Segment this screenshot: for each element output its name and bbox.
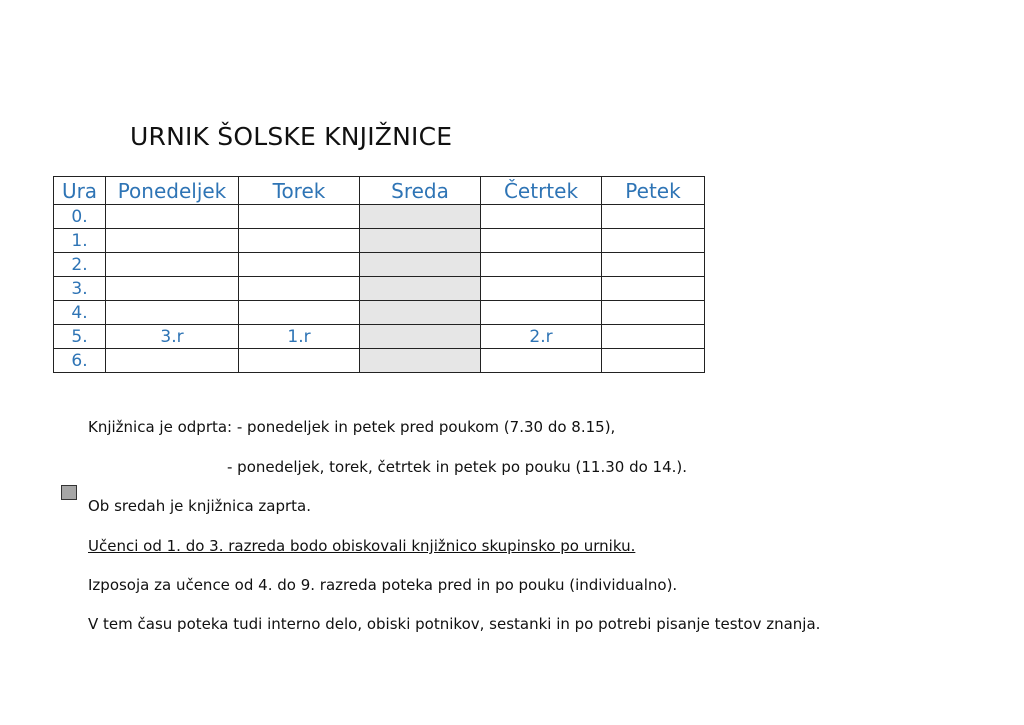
wednesday-cell	[360, 253, 481, 277]
friday-cell	[602, 205, 705, 229]
monday-cell	[106, 253, 239, 277]
tuesday-cell	[239, 253, 360, 277]
closed-legend-swatch	[61, 485, 77, 500]
wednesday-cell	[360, 229, 481, 253]
hour-cell: 1.	[54, 229, 106, 253]
schedule-table	[53, 176, 705, 373]
wednesday-cell	[360, 325, 481, 349]
tuesday-cell	[239, 349, 360, 373]
wednesday-cell	[360, 277, 481, 301]
internal-work-note: V tem času poteka tudi interno delo, obiski potnikov, sestanki in po potrebi pisanje testov znanja.	[88, 615, 821, 633]
friday-cell	[602, 325, 705, 349]
closed-day-note: Ob sredah je knjižnica zaprta.	[88, 497, 312, 515]
header-monday: Ponedeljek	[106, 177, 239, 205]
thursday-cell: 2.r	[481, 325, 602, 349]
header-hour: Ura	[54, 177, 106, 205]
table-header-row	[54, 177, 705, 205]
opening-hours-afternoon: - ponedeljek, torek, četrtek in petek po pouku (11.30 do 14.).	[227, 458, 688, 476]
friday-cell	[602, 253, 705, 277]
hour-cell: 6.	[54, 349, 106, 373]
header-wednesday: Sreda	[360, 177, 481, 205]
tuesday-cell	[239, 205, 360, 229]
table-row	[54, 301, 705, 325]
friday-cell	[602, 229, 705, 253]
friday-cell	[602, 277, 705, 301]
wednesday-cell	[360, 301, 481, 325]
thursday-cell	[481, 229, 602, 253]
table-row	[54, 349, 705, 373]
wednesday-cell	[360, 205, 481, 229]
opening-hours-morning: Knjižnica je odprta: - ponedeljek in petek pred poukom (7.30 do 8.15),	[88, 418, 616, 436]
friday-cell	[602, 301, 705, 325]
hour-cell: 2.	[54, 253, 106, 277]
hour-cell: 4.	[54, 301, 106, 325]
page-title: URNIK ŠOLSKE KNJIŽNICE	[130, 122, 453, 151]
hour-cell: 0.	[54, 205, 106, 229]
monday-cell	[106, 349, 239, 373]
tuesday-cell: 1.r	[239, 325, 360, 349]
tuesday-cell	[239, 301, 360, 325]
thursday-cell	[481, 205, 602, 229]
lending-note: Izposoja za učence od 4. do 9. razreda poteka pred in po pouku (individualno).	[88, 576, 678, 594]
table-row	[54, 253, 705, 277]
hour-cell: 3.	[54, 277, 106, 301]
table-row	[54, 205, 705, 229]
wednesday-cell	[360, 349, 481, 373]
thursday-cell	[481, 253, 602, 277]
hour-cell: 5.	[54, 325, 106, 349]
monday-cell	[106, 277, 239, 301]
table-row	[54, 325, 705, 349]
thursday-cell	[481, 277, 602, 301]
thursday-cell	[481, 349, 602, 373]
tuesday-cell	[239, 229, 360, 253]
friday-cell	[602, 349, 705, 373]
group-visits-note: Učenci od 1. do 3. razreda bodo obiskovali knjižnico skupinsko po urniku.	[88, 537, 636, 555]
header-friday: Petek	[602, 177, 705, 205]
tuesday-cell	[239, 277, 360, 301]
header-tuesday: Torek	[239, 177, 360, 205]
table-row	[54, 229, 705, 253]
table-row	[54, 277, 705, 301]
monday-cell: 3.r	[106, 325, 239, 349]
monday-cell	[106, 205, 239, 229]
header-thursday: Četrtek	[481, 177, 602, 205]
thursday-cell	[481, 301, 602, 325]
monday-cell	[106, 229, 239, 253]
monday-cell	[106, 301, 239, 325]
